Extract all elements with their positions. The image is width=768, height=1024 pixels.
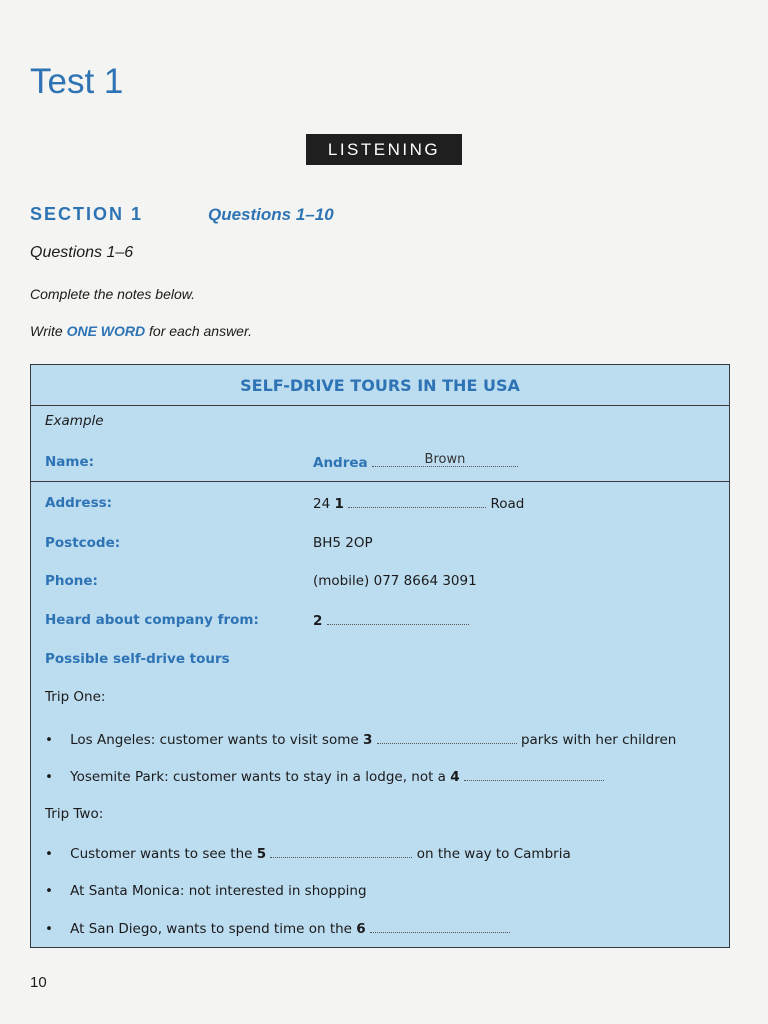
notes-box xyxy=(30,364,730,948)
answer-blank-1[interactable] xyxy=(348,495,486,508)
sub-questions-heading: Questions 1–6 xyxy=(30,244,134,261)
question-number-3: 3 xyxy=(362,732,373,748)
answer-blank-4[interactable] xyxy=(464,768,604,781)
item-text: At Santa Monica: not interested in shopping xyxy=(70,883,367,899)
name-row xyxy=(313,454,518,471)
bullet-icon: • xyxy=(45,846,53,862)
bullet-icon: • xyxy=(45,921,53,937)
instruction-complete-notes: Complete the notes below. xyxy=(30,286,195,302)
list-item xyxy=(45,731,676,748)
instruction-pre: Write xyxy=(30,323,67,339)
address-label: Address: xyxy=(45,495,113,511)
item-text-post: on the way to Cambria xyxy=(416,846,571,862)
postcode-label: Postcode: xyxy=(45,535,121,551)
question-number-1: 1 xyxy=(334,496,344,512)
answer-blank-5[interactable] xyxy=(270,845,412,858)
heard-label: Heard about company from: xyxy=(45,612,259,628)
section-label: SECTION 1 xyxy=(30,204,144,224)
question-number-6: 6 xyxy=(356,921,366,937)
question-number-4: 4 xyxy=(450,769,460,785)
address-prefix: 24 xyxy=(313,496,331,512)
questions-range: Questions 1–10 xyxy=(208,205,334,224)
page-number: 10 xyxy=(30,974,47,991)
question-number-2: 2 xyxy=(313,613,323,629)
notes-title: SELF-DRIVE TOURS IN THE USA xyxy=(31,365,729,406)
list-item xyxy=(45,920,510,937)
example-label: Example xyxy=(45,413,104,429)
name-value: Andrea xyxy=(313,455,368,471)
answer-blank-2[interactable] xyxy=(327,612,469,625)
test-title: Test 1 xyxy=(30,62,124,101)
phone-label: Phone: xyxy=(45,573,98,589)
instruction-post: for each answer. xyxy=(145,323,252,339)
list-item xyxy=(45,768,604,785)
list-item xyxy=(45,845,571,862)
item-text: Yosemite Park: customer wants to stay in a lodge, not a xyxy=(70,769,446,785)
address-row xyxy=(313,495,524,512)
address-suffix: Road xyxy=(490,496,525,512)
name-answer-field xyxy=(372,454,518,471)
bullet-icon: • xyxy=(45,732,53,748)
instruction-one-word xyxy=(30,323,252,339)
trip-one-label: Trip One: xyxy=(45,689,106,705)
name-label: Name: xyxy=(45,454,95,470)
bullet-icon: • xyxy=(45,769,53,785)
divider xyxy=(31,481,729,482)
heard-row xyxy=(313,612,469,629)
trip-two-label: Trip Two: xyxy=(45,806,104,822)
listening-tag: LISTENING xyxy=(306,134,462,165)
tours-label: Possible self-drive tours xyxy=(45,651,230,667)
item-text: Customer wants to see the xyxy=(70,846,253,862)
question-number-5: 5 xyxy=(256,846,267,862)
name-answer: Brown xyxy=(424,452,466,467)
list-item xyxy=(45,883,367,899)
postcode-value: BH5 2OP xyxy=(313,535,373,551)
item-text: At San Diego, wants to spend time on the xyxy=(70,921,352,937)
item-text: Los Angeles: customer wants to visit some xyxy=(70,732,359,748)
phone-value: (mobile) 077 8664 3091 xyxy=(313,573,477,589)
bullet-icon: • xyxy=(45,883,53,899)
answer-blank-3[interactable] xyxy=(377,731,517,744)
instruction-highlight: ONE WORD xyxy=(66,323,146,339)
answer-blank-6[interactable] xyxy=(370,920,510,933)
item-text-post: parks with her children xyxy=(520,732,677,748)
